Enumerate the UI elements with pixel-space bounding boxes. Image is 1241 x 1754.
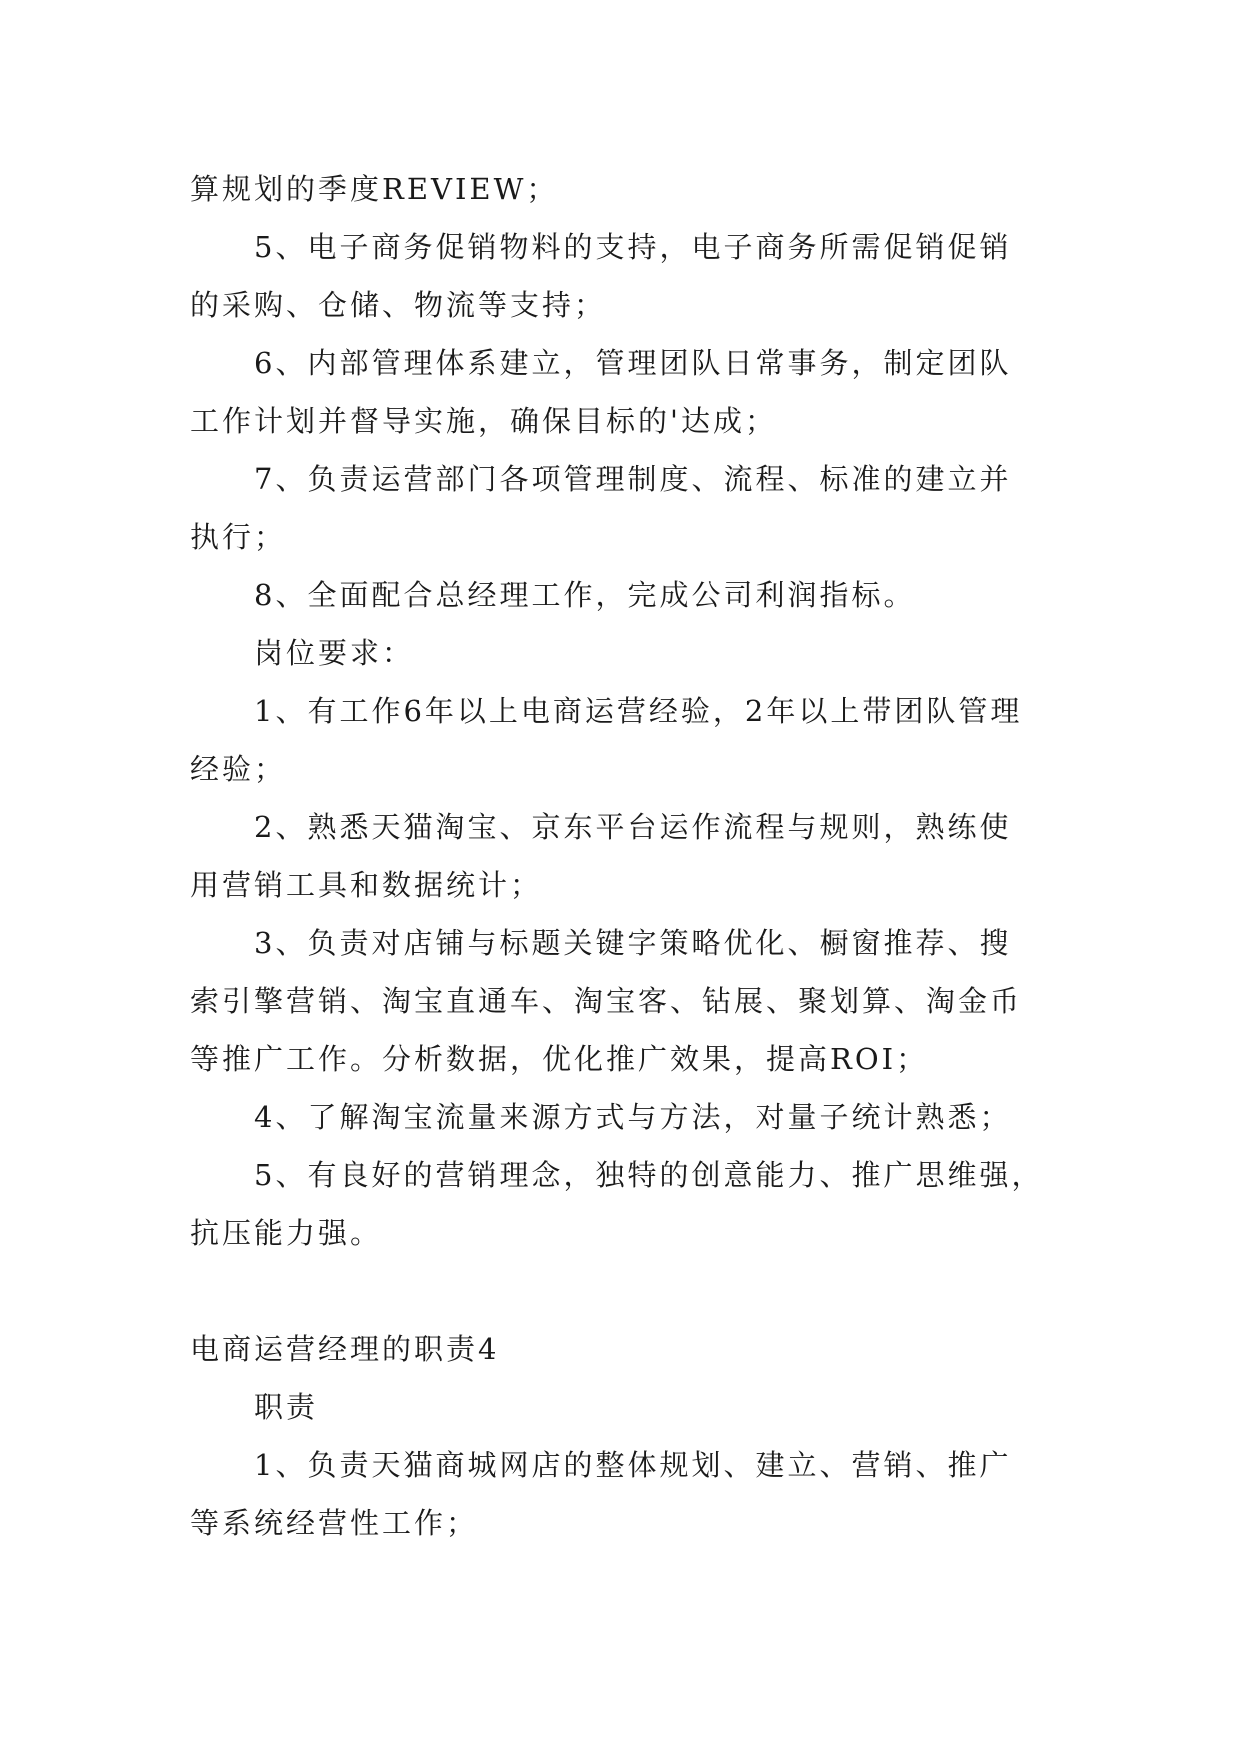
list-item: 5、电子商务促销物料的支持，电子商务所需促销促销 [254,230,1012,264]
paragraph-gap [190,1262,1065,1320]
list-item: 7、负责运营部门各项管理制度、流程、标准的建立并 [254,462,1012,496]
section-label: 职责 [254,1390,319,1424]
text-line: 等推广工作。分析数据，优化推广效果，提高ROI； [190,1042,929,1076]
list-item: 1、负责天猫商城网店的整体规划、建立、营销、推广 [254,1448,1012,1482]
section-heading: 电商运营经理的职责4 [190,1332,500,1366]
list-item: 3、负责对店铺与标题关键字策略优化、橱窗推荐、搜 [254,926,1012,960]
text-line: 等系统经营性工作； [190,1506,479,1540]
list-item: 5、有良好的营销理念，独特的创意能力、推广思维强， [254,1158,1044,1192]
list-item: 6、内部管理体系建立，管理团队日常事务，制定团队 [254,346,1012,380]
list-item: 1、有工作6年以上电商运营经验，2年以上带团队管理 [254,694,1023,728]
text-line: 算规划的季度REVIEW； [190,172,559,206]
document-body [190,160,1065,1552]
text-line: 的采购、仓储、物流等支持； [190,288,607,322]
text-line: 执行； [190,520,287,554]
text-line: 经验； [190,752,287,786]
list-item: 2、熟悉天猫淘宝、京东平台运作流程与规则，熟练使 [254,810,1012,844]
list-item: 4、了解淘宝流量来源方式与方法，对量子统计熟悉； [254,1100,1012,1134]
text-line: 索引擎营销、淘宝直通车、淘宝客、钻展、聚划算、淘金币 [190,984,1023,1018]
text-line: 工作计划并督导实施，确保目标的'达成； [190,404,777,438]
text-line: 抗压能力强。 [190,1216,383,1250]
list-item: 8、全面配合总经理工作，完成公司利润指标。 [254,578,916,612]
text-line: 用营销工具和数据统计； [190,868,543,902]
section-label: 岗位要求： [254,636,415,670]
